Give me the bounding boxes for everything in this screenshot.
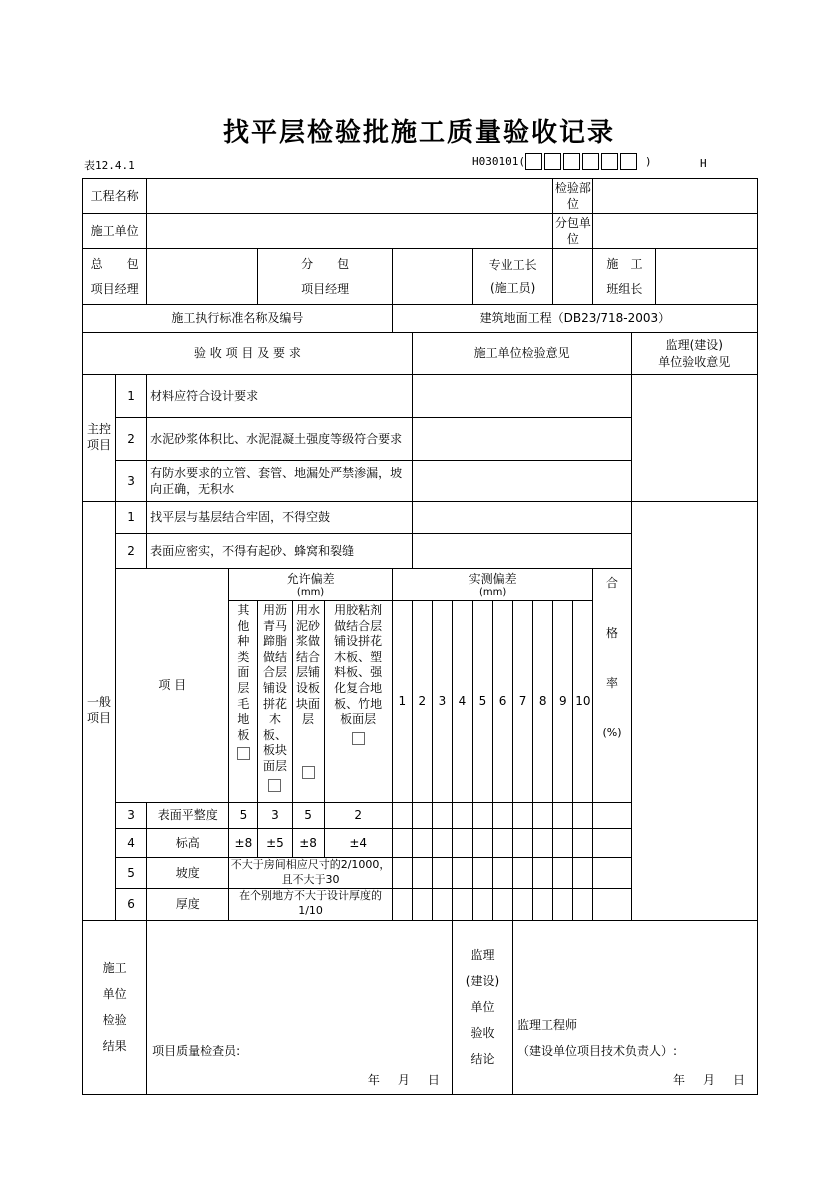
dev-value: 3: [258, 803, 292, 829]
code-suffix: ): [644, 155, 652, 168]
measure-cell[interactable]: [513, 829, 533, 858]
general-pm-field[interactable]: [147, 249, 258, 305]
general-b: 包: [126, 257, 139, 272]
measure-cell[interactable]: [392, 858, 412, 889]
main-item-no: 2: [116, 418, 147, 461]
dev-value: ±8: [229, 829, 258, 858]
dev-merged-value: 在个别地方不大于设计厚度的1/10: [229, 888, 392, 920]
dev-value: ±8: [292, 829, 324, 858]
measure-cell[interactable]: [553, 858, 573, 889]
measure-num: 3: [432, 601, 452, 803]
general-pm: 项目经理: [90, 281, 139, 296]
measure-cell[interactable]: [432, 803, 452, 829]
measure-cell[interactable]: [452, 803, 472, 829]
measure-cell[interactable]: [452, 829, 472, 858]
main-item-builder-opinion[interactable]: [412, 461, 631, 502]
general-item-text: 表面应密实，不得有起砂、蜂窝和裂缝: [147, 534, 413, 569]
measure-cell[interactable]: [553, 803, 573, 829]
measure-num: 4: [452, 601, 472, 803]
measure-cell[interactable]: [533, 829, 553, 858]
measured-dev-header: 实测偏差 (mm): [392, 569, 593, 601]
foreman-label: [472, 249, 552, 305]
measure-cell[interactable]: [432, 888, 452, 920]
project-name-label: 工程名称: [83, 179, 147, 214]
dev-row-no: 4: [116, 829, 147, 858]
foreman-a: 专业工长: [488, 258, 537, 273]
general-item-no: 2: [116, 534, 147, 569]
measure-cell[interactable]: [472, 858, 492, 889]
foreman-b: (施工员): [489, 280, 536, 295]
dev-row-name: 坡度: [147, 858, 229, 889]
code-prefix: H030101(: [472, 155, 525, 168]
code-h: H: [700, 157, 707, 170]
measure-cell[interactable]: [392, 803, 412, 829]
sub-pm: 项目经理: [301, 281, 350, 296]
measure-num: 10: [573, 601, 593, 803]
dev-row-name: 厚度: [147, 888, 229, 920]
main-item-builder-opinion[interactable]: [412, 418, 631, 461]
measure-cell[interactable]: [573, 888, 593, 920]
dev-row-no: 5: [116, 858, 147, 889]
main-item-text: 有防水要求的立管、套管、地漏处严禁渗漏，坡向正确，无积水: [147, 461, 413, 502]
allow-col-4: 用胶粘剂做结合层铺设拼花木板、塑料板、强化复合地板、竹地板面层: [324, 601, 392, 803]
measure-cell[interactable]: [573, 803, 593, 829]
team-c: 班组长: [606, 281, 643, 296]
pass-rate-cell[interactable]: [593, 829, 631, 858]
dev-merged-value: 不大于房间相应尺寸的2/1000，且不大于30: [229, 858, 392, 889]
measure-num: 6: [493, 601, 513, 803]
measure-cell[interactable]: [452, 888, 472, 920]
sub-unit-label: 分包单位: [553, 214, 593, 249]
main-items-label: 主控项目: [83, 375, 116, 502]
standard-label: 施工执行标准名称及编号: [83, 305, 393, 333]
inspection-form: [82, 178, 758, 1095]
measure-cell[interactable]: [412, 858, 432, 889]
main-item-no: 3: [116, 461, 147, 502]
construction-unit-field[interactable]: [147, 214, 553, 249]
measure-cell[interactable]: [472, 888, 492, 920]
measure-cell[interactable]: [392, 888, 412, 920]
measure-cell[interactable]: [573, 858, 593, 889]
measure-cell[interactable]: [553, 829, 573, 858]
general-item-builder-opinion[interactable]: [412, 534, 631, 569]
builder-date: 年 月 日: [367, 1072, 440, 1087]
page-title: 找平层检验批施工质量验收记录: [222, 118, 615, 148]
engineer-label: 监理工程师: [517, 1017, 578, 1032]
measure-cell[interactable]: [412, 888, 432, 920]
quality-inspector-label: 项目质量检查员:: [152, 1043, 241, 1058]
pass-rate-cell[interactable]: [593, 803, 631, 829]
measure-cell[interactable]: [513, 888, 533, 920]
dev-value: ±4: [324, 829, 392, 858]
code-box-3[interactable]: [563, 153, 580, 170]
team-field[interactable]: [656, 249, 757, 304]
measure-cell[interactable]: [412, 803, 432, 829]
main-item-no: 1: [116, 375, 147, 418]
measure-cell[interactable]: [553, 888, 573, 920]
supervisor-date: 年 月 日: [672, 1072, 745, 1087]
dev-value: 5: [292, 803, 324, 829]
engineer-note: （建设单位项目技术负责人）:: [517, 1043, 678, 1058]
standard-value: 建筑地面工程（DB23/718-2003）: [392, 305, 757, 333]
supervisor-conclusion-area[interactable]: [513, 920, 758, 1094]
dev-row-no: 6: [116, 888, 147, 920]
inspect-part-label: 检验部位: [553, 179, 593, 214]
general-a: 总: [90, 257, 103, 272]
measure-cell[interactable]: [493, 888, 513, 920]
dev-value: 5: [229, 803, 258, 829]
measure-cell[interactable]: [432, 829, 452, 858]
main-item-text: 水泥砂浆体积比、水泥混凝土强度等级符合要求: [147, 418, 413, 461]
construction-unit-label: 施工单位: [83, 214, 147, 249]
sub-pm-field[interactable]: [392, 249, 472, 305]
code-box-5[interactable]: [601, 153, 618, 170]
builder-opinion-header: 施工单位检验意见: [412, 333, 631, 375]
measure-cell[interactable]: [533, 803, 553, 829]
measure-cell[interactable]: [452, 858, 472, 889]
allow-col-2-checkbox[interactable]: [268, 779, 281, 792]
dev-row-name: 标高: [147, 829, 229, 858]
main-item-builder-opinion[interactable]: [412, 375, 631, 418]
measure-cell[interactable]: [472, 829, 492, 858]
item-header: 项 目: [116, 569, 229, 803]
general-pm-label: [83, 249, 147, 305]
pass-rate-cell[interactable]: [593, 888, 631, 920]
sub-pm-label: [258, 249, 392, 305]
measure-cell[interactable]: [533, 858, 553, 889]
measure-num: 5: [472, 601, 492, 803]
sub-a: 分: [301, 257, 314, 272]
main-item-text: 材料应符合设计要求: [147, 375, 413, 418]
general-item-no: 1: [116, 502, 147, 534]
measure-cell[interactable]: [493, 829, 513, 858]
pass-rate-header: 合 格 率 (%): [593, 569, 631, 803]
main-supervisor-opinion[interactable]: [631, 375, 757, 502]
dev-value: ±5: [258, 829, 292, 858]
team-ab: 施 工: [606, 257, 643, 272]
table-number: 表12.4.1: [84, 159, 135, 172]
measure-num: 1: [392, 601, 412, 803]
project-name-field[interactable]: [147, 179, 553, 214]
code-box-6[interactable]: [620, 153, 637, 170]
team-label: [593, 249, 758, 305]
sub-b: 包: [337, 257, 350, 272]
allow-dev-header: 允许偏差 (mm): [229, 569, 392, 601]
measure-num: 9: [553, 601, 573, 803]
general-supervisor-opinion[interactable]: [631, 502, 757, 921]
builder-result-area[interactable]: [147, 920, 453, 1094]
allow-col-1: 其他种类面层毛地板: [229, 601, 258, 803]
inspect-part-field[interactable]: [593, 179, 758, 214]
dev-row-no: 3: [116, 803, 147, 829]
measure-cell[interactable]: [513, 858, 533, 889]
sub-unit-field[interactable]: [593, 214, 758, 249]
supervisor-conclusion-label: 监理 (建设) 单位 验收 结论: [452, 920, 512, 1094]
general-items-label: 一般项目: [83, 502, 116, 921]
measure-num: 7: [513, 601, 533, 803]
measure-cell[interactable]: [493, 803, 513, 829]
allow-col-2: 用沥青马蹄脂做结合层铺设拼花木板、板块面层: [258, 601, 292, 803]
general-item-text: 找平层与基层结合牢固，不得空鼓: [147, 502, 413, 534]
measure-cell[interactable]: [493, 858, 513, 889]
measure-cell[interactable]: [533, 888, 553, 920]
measure-num: 8: [533, 601, 553, 803]
dev-row-name: 表面平整度: [147, 803, 229, 829]
allow-col-3: 用水泥砂浆做结合层铺设板块面层: [292, 601, 324, 803]
form-code: [472, 153, 652, 170]
allow-col-1-checkbox[interactable]: [237, 747, 250, 760]
code-box-4[interactable]: [582, 153, 599, 170]
measure-cell[interactable]: [432, 858, 452, 889]
measure-cell[interactable]: [392, 829, 412, 858]
allow-col-4-checkbox[interactable]: [352, 732, 365, 745]
pass-rate-cell[interactable]: [593, 858, 631, 889]
foreman-field[interactable]: [553, 249, 593, 305]
builder-result-label: 施工 单位 检验 结果: [83, 920, 147, 1094]
allow-col-3-checkbox[interactable]: [302, 766, 315, 779]
code-box-2[interactable]: [544, 153, 561, 170]
measure-cell[interactable]: [472, 803, 492, 829]
items-req-header: 验 收 项 目 及 要 求: [83, 333, 413, 375]
measure-cell[interactable]: [412, 829, 432, 858]
measure-cell[interactable]: [513, 803, 533, 829]
general-item-builder-opinion[interactable]: [412, 502, 631, 534]
code-box-1[interactable]: [525, 153, 542, 170]
measure-cell[interactable]: [573, 829, 593, 858]
dev-value: 2: [324, 803, 392, 829]
supervisor-opinion-header: 监理(建设) 单位验收意见: [631, 333, 757, 375]
measure-num: 2: [412, 601, 432, 803]
